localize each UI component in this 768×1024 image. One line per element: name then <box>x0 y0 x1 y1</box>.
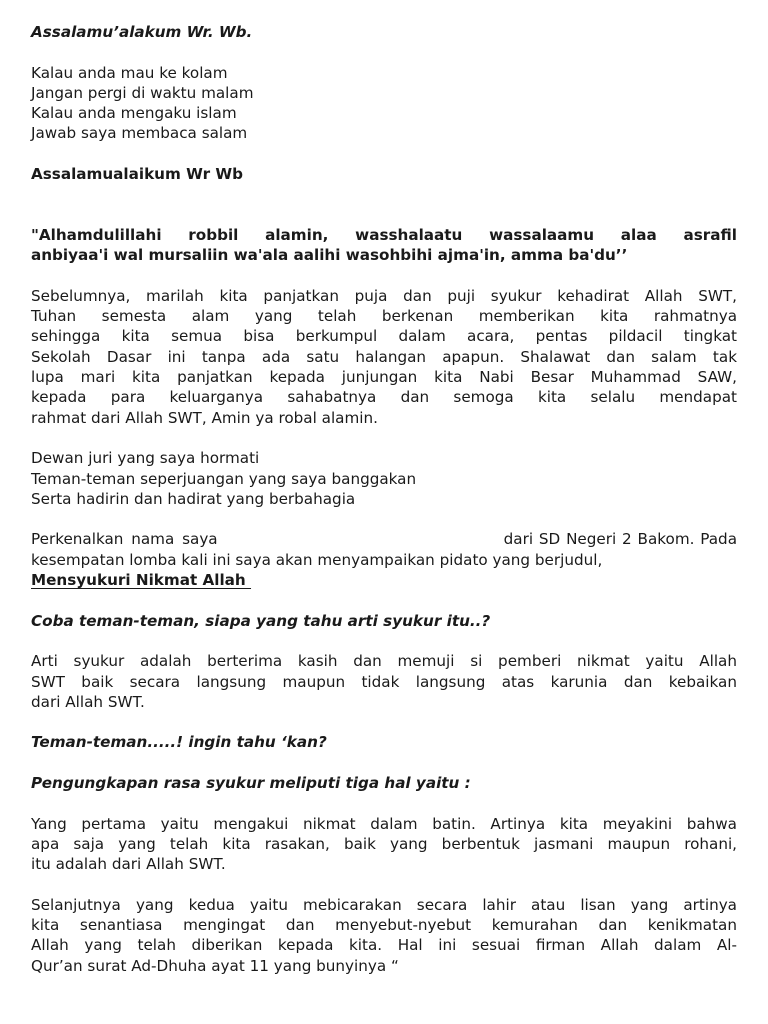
paragraph-line: Sebelumnya, marilah kita panjatkan puja dan puji syukur kehadirat Allah SWT, <box>31 286 737 305</box>
salutation-line: Serta hadirin dan hadirat yang berbahagia <box>31 489 356 508</box>
greeting-open: Assalamu’alakum Wr. Wb. <box>31 23 253 41</box>
intro-part2: dari SD Negeri 2 Bakom. Pada <box>503 530 737 549</box>
paragraph-line: lupa mari kita panjatkan kepada junjungan kita Nabi Besar Muhammad SAW, <box>31 368 737 387</box>
definition-paragraph <box>31 651 737 712</box>
paragraph-line: Sekolah Dasar ini tanpa ada satu halangan apapun. Shalawat dan salam tak <box>31 347 737 366</box>
intro-line: kesempatan lomba kali ini saya akan menyampaikan pidato yang berjudul, <box>31 550 603 569</box>
pantun-line: Jangan pergi di waktu malam <box>31 83 254 102</box>
salutation-line: Teman-teman seperjuangan yang saya banggakan <box>31 469 417 488</box>
expression-intro: Pengungkapan rasa syukur meliputi tiga hal yaitu : <box>31 773 471 792</box>
paragraph-line: Allah yang telah diberikan kepada kita. Hal ini sesuai firman Allah dalam Al- <box>31 936 737 955</box>
second-point-paragraph <box>31 895 737 976</box>
paragraph-line: SWT baik secara langsung maupun tidak langsung atas karunia dan kebaikan <box>31 672 737 691</box>
pantun <box>31 63 737 144</box>
paragraph-line: sehingga kita semua bisa berkumpul dalam acara, pentas pildacil tingkat <box>31 327 737 346</box>
question: Coba teman-teman, siapa yang tahu arti syukur itu..? <box>31 611 491 630</box>
paragraph-line: Selanjutnya yang kedua yaitu mebicarakan secara lahir atau lisan yang artinya <box>31 895 737 914</box>
paragraph-line: kepada para keluarganya sahabatnya dan semoga kita selalu mendapat <box>31 388 737 407</box>
paragraph-line: apa saja yang telah kita rasakan, baik yang berbentuk jasmani maupun rohani, <box>31 834 737 853</box>
pantun-line: Jawab saya membaca salam <box>31 124 248 143</box>
speech-document <box>31 22 737 976</box>
hamdalah-line: anbiyaa'i wal mursaliin wa'ala aalihi wasohbihi ajma'in, amma ba'du’’ <box>31 246 628 265</box>
introduction <box>31 529 737 590</box>
paragraph-line: Arti syukur adalah berterima kasih dan memuji si pemberi nikmat yaitu Allah <box>31 652 737 671</box>
intro-line <box>31 529 737 549</box>
paragraph-line: Tuhan semesta alam yang telah berkenan memberikan kita rahmatnya <box>31 307 737 326</box>
hamdalah <box>31 225 737 266</box>
opening-paragraph <box>31 286 737 428</box>
salutation-line: Dewan juri yang saya hormati <box>31 449 260 468</box>
paragraph-line: rahmat dari Allah SWT, Amin ya robal alamin. <box>31 408 378 427</box>
paragraph-line: dari Allah SWT. <box>31 692 145 711</box>
paragraph-line: kita senantiasa mengingat dan menyebut-nyebut kemurahan dan kenikmatan <box>31 916 737 935</box>
pantun-line: Kalau anda mau ke kolam <box>31 63 228 82</box>
greeting-reply: Assalamualaikum Wr Wb <box>31 165 243 184</box>
tease: Teman-teman.....! ingin tahu ‘kan? <box>31 733 327 752</box>
hamdalah-line: "Alhamdulillahi robbil alamin, wasshalaatu wassalaamu alaa asrafil <box>31 225 737 244</box>
paragraph-line: Yang pertama yaitu mengakui nikmat dalam batin. Artinya kita meyakini bahwa <box>31 814 737 833</box>
first-point-paragraph <box>31 814 737 875</box>
paragraph-line: Qur’an surat Ad-Dhuha ayat 11 yang bunyinya “ <box>31 956 399 975</box>
salutations <box>31 448 737 509</box>
pantun-line: Kalau anda mengaku islam <box>31 104 237 123</box>
paragraph-line: itu adalah dari Allah SWT. <box>31 855 226 874</box>
speech-title: Mensyukuri Nikmat Allah <box>31 571 252 590</box>
intro-part1: Perkenalkan nama saya <box>31 530 218 549</box>
